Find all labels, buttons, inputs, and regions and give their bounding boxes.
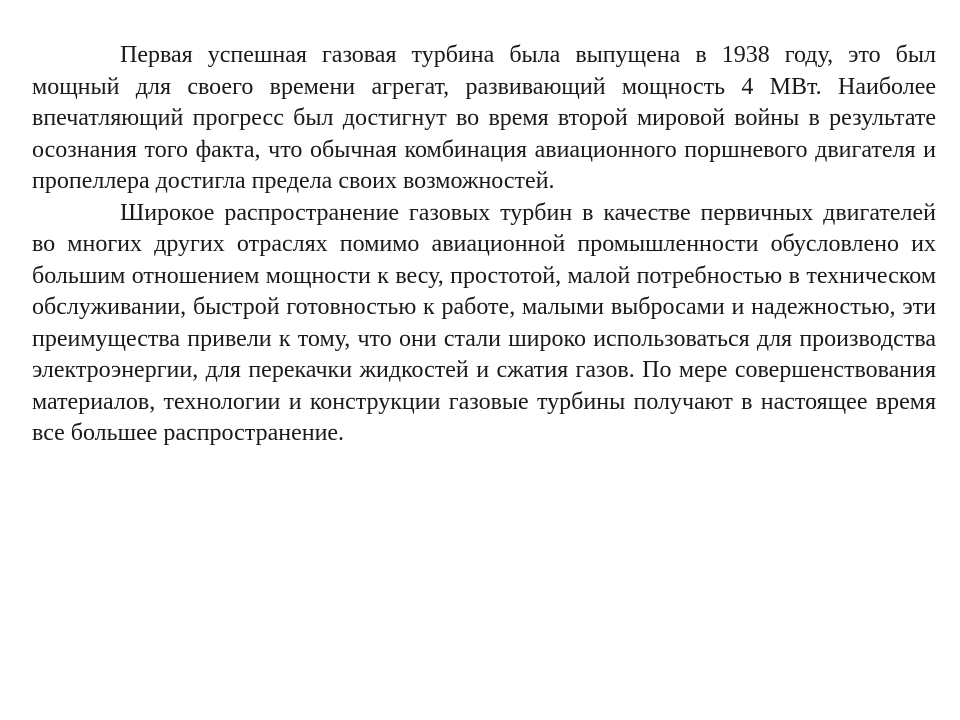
body-text [32,40,936,450]
paragraph-history: Первая успешная газовая турбина была выпущена в 1938 году, это был мощный для своего времени агрегат, развивающий мощность 4 МВт. Наиболее впечатляющий прогресс был достигнут во время второй мировой войны в результате осознания того факта, что обычная комбинация авиационного поршневого двигателя и пропеллера достигла предела своих возможностей. [32,42,936,194]
paragraph-applications: Широкое распространение газовых турбин в качестве первичных двигателей во многих других отраслях помимо авиационной промышленности обусловлено их большим отношением мощности к весу, простотой, малой потребностью в техническом обслуживании, быстрой готовностью к работе, малыми выбросами и надежностью, эти преимущества привели к тому, что они стали широко использоваться для производства электроэнергии, для перекачки жидкостей и сжатия газов. По мере совершенствования материалов, технологии и конструкции газовые турбины получают в настоящее время все большее распространение. [32,199,936,446]
